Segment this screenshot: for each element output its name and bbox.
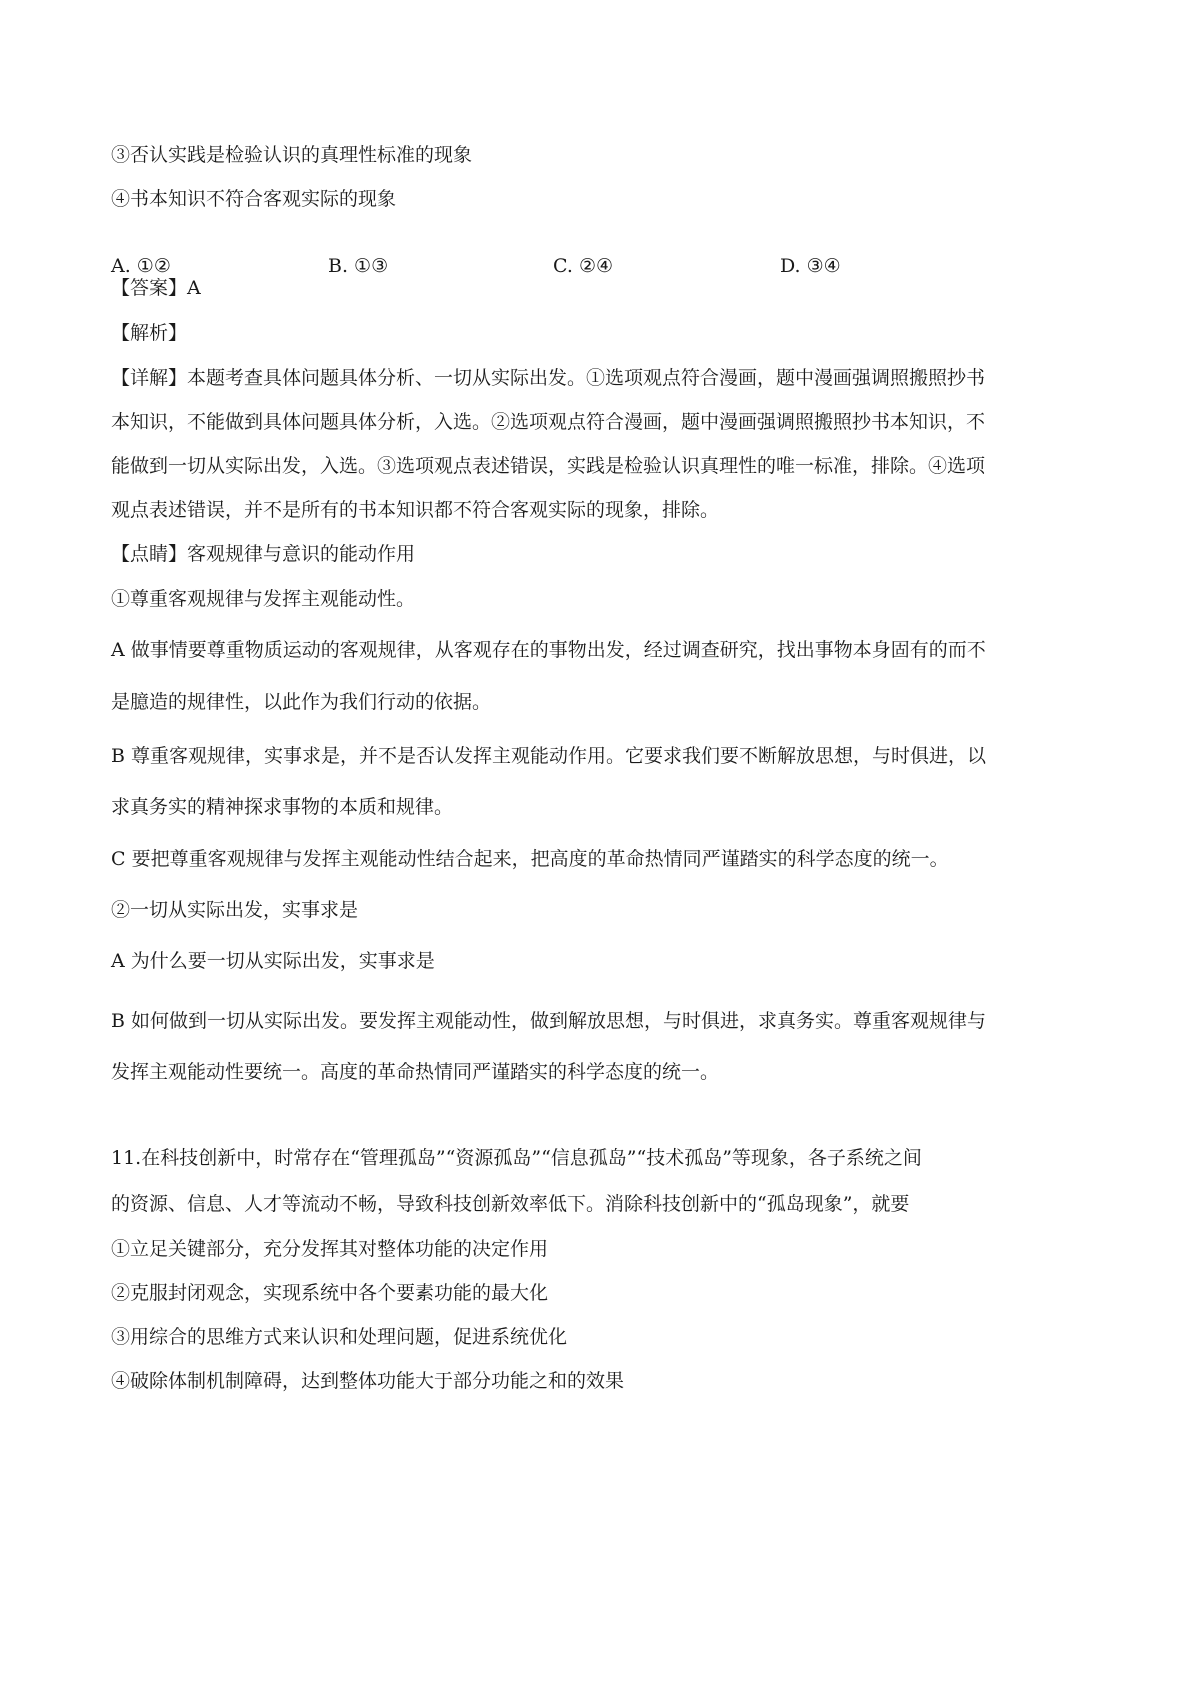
option-c: C. ②④ <box>553 255 614 277</box>
pointer-line: C 要把尊重客观规律与发挥主观能动性结合起来，把高度的革命热情同严谨踏实的科学态度的统一。 <box>111 848 949 870</box>
detail-line: 【详解】本题考查具体问题具体分析、一切从实际出发。①选项观点符合漫画，题中漫画强调照搬照抄书 <box>111 367 986 389</box>
question-11-item: ①立足关键部分，充分发挥其对整体功能的决定作用 <box>111 1238 549 1260</box>
option-b: B. ①③ <box>328 255 389 277</box>
question-11-stem: 的资源、信息、人才等流动不畅，导致科技创新效率低下。消除科技创新中的“孤岛现象”，就要 <box>111 1193 910 1215</box>
item-4: ④书本知识不符合客观实际的现象 <box>111 188 397 210</box>
item-3: ③否认实践是检验认识的真理性标准的现象 <box>111 144 473 166</box>
question-11-item: ②克服封闭观念，实现系统中各个要素功能的最大化 <box>111 1282 549 1304</box>
pointer-line: ①尊重客观规律与发挥主观能动性。 <box>111 588 416 610</box>
pointer-line: 是臆造的规律性，以此作为我们行动的依据。 <box>111 691 492 713</box>
pointer-line: A 做事情要尊重物质运动的客观规律，从客观存在的事物出发，经过调查研究，找出事物本身固有的而不 <box>111 639 986 661</box>
answer-options <box>111 254 1101 278</box>
detail-line: 能做到一切从实际出发，入选。③选项观点表述错误，实践是检验认识真理性的唯一标准，排除。④选项 <box>111 455 986 477</box>
option-a: A. ①② <box>111 255 171 277</box>
detail-line: 本知识，不能做到具体问题具体分析，入选。②选项观点符合漫画，题中漫画强调照搬照抄书本知识，不 <box>111 411 986 433</box>
pointer-line: 求真务实的精神探求事物的本质和规律。 <box>111 796 454 818</box>
question-11-item: ③用综合的思维方式来认识和处理问题，促进系统优化 <box>111 1326 568 1348</box>
analysis-heading: 【解析】 <box>111 322 188 344</box>
pointer-line: 发挥主观能动性要统一。高度的革命热情同严谨踏实的科学态度的统一。 <box>111 1061 720 1083</box>
pointer-line: ②一切从实际出发，实事求是 <box>111 899 359 921</box>
detail-line: 观点表述错误，并不是所有的书本知识都不符合客观实际的现象，排除。 <box>111 499 720 521</box>
question-11-item: ④破除体制机制障碍，达到整体功能大于部分功能之和的效果 <box>111 1370 625 1392</box>
pointer-line: B 尊重客观规律，实事求是，并不是否认发挥主观能动作用。它要求我们要不断解放思想，与时俱进，以 <box>111 745 987 767</box>
pointer-line: B 如何做到一切从实际出发。要发挥主观能动性，做到解放思想，与时俱进，求真务实。尊重客观规律与 <box>111 1010 987 1032</box>
option-d: D. ③④ <box>780 255 841 277</box>
answer-line: 【答案】A <box>111 277 201 299</box>
question-11-stem: 11.在科技创新中，时常存在“管理孤岛”“资源孤岛”“信息孤岛”“技术孤岛”等现象，各子系统之间 <box>111 1147 922 1169</box>
pointer-heading: 【点睛】客观规律与意识的能动作用 <box>111 543 416 565</box>
pointer-line: A 为什么要一切从实际出发，实事求是 <box>111 950 435 972</box>
